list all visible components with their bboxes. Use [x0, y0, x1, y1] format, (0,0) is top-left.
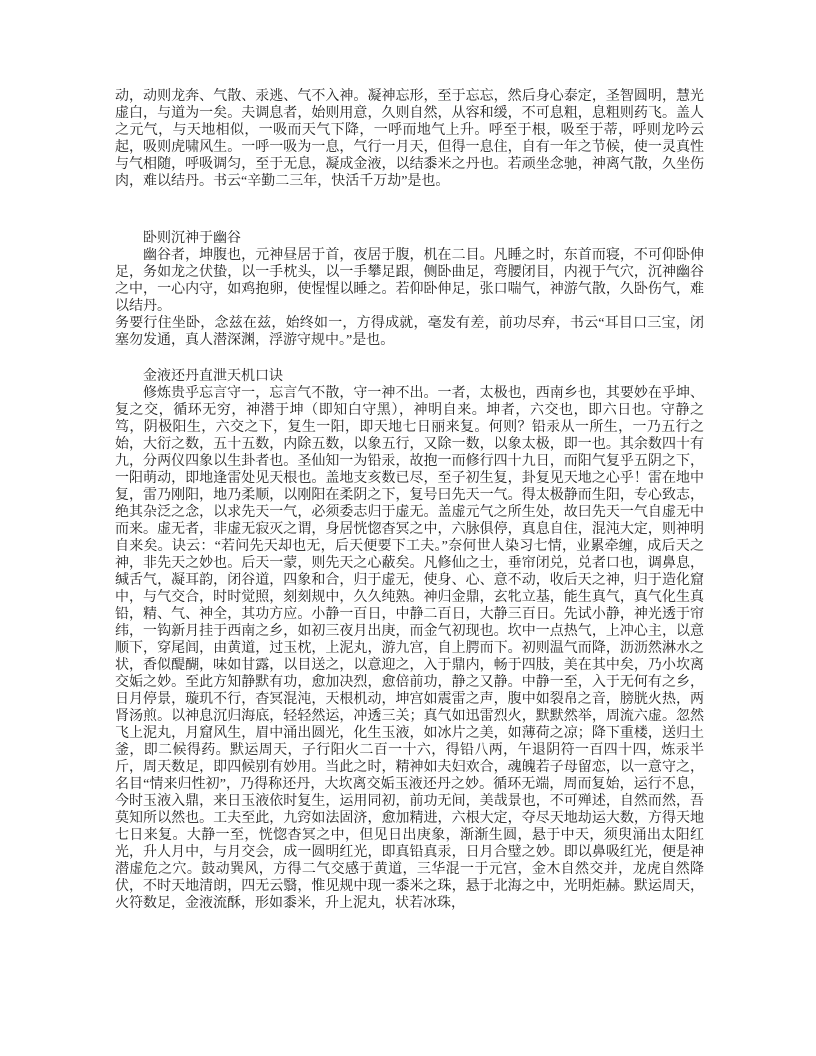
paragraph-constant-practice: 务要行住坐卧，念兹在兹，始终如一，方得成就，毫发有差，前功尽弃，书云“耳目口三宝，闭塞勿发通，真人潜深渊，浮游守规中。”是也。	[115, 316, 704, 348]
text-block	[115, 88, 704, 912]
section-heading-golden-elixir-formula: 金液还丹直泄天机口诀	[143, 369, 283, 384]
paragraph-golden-elixir-formula: 修炼贵乎忘言守一，忘言气不散，守一神不出。一者，太极也，西南乡也，其要妙在乎坤、复之交，循环无穷，神潜于坤（即知白守黑），神明自来。坤者，六交也，即六日也。守静之笃，阴极阳生，六交之下，复生一阳，即天地七日丽来复。何则？铅汞从一所生，一乃五行之始，大衍之数，五十五数，内除五数，以象五行，又除一数，以象太极，即一也。其余数四十有九，分两仪四象以生卦者也。圣仙知一为铅汞，故抱一而修行四十九日，而阳气复乎五阴之下，一阳萌动，即地逢雷处见天根也。盖地支亥数已尽，至子初生复，卦复见天地之心乎！雷在地中复，雷乃刚阳，地乃柔顺，以刚阳在柔阴之下，复号曰先天一气。得太极静而生阳，专心致志，绝其杂泛之念，以求先天一气，必须委志归于虚无。盖虚元气之所生处，故曰先天一气自虚无中而来。虚无者，非虚无寂灭之谓，身居恍惚杳冥之中，六脉俱停，真息自住，混沌大定，则神明自来矣。诀云：“若问先天却也无，后天便要下工夫。”奈何世人染习七情，业累牵缠，成后天之神，非先天之妙也。后天一蒙，则先天之心蔽矣。凡修仙之士，垂帘闭兑，兑者口也，调鼻息，缄舌气，凝耳韵，闭谷道，四象和合，归于虚无，使身、心、意不动，收后天之神，归于造化窟中，与气交合，时时觉照，刻刻规中，久久纯熟。神归金鼎，玄牝立基，能生真气，真气化生真铅，精、气、神全，其功方应。小静一百日，中静二百日，大静三百日。先试小静，神光透于帘纬，一钩新月挂于西南之乡，如初三夜月出庚，而金气初现也。坎中一点热气，上冲心主，以意顺下，穿尾闾，由黄道，过玉枕，上泥丸，游九宫，自上腭而下。初则温气而降，沥沥然淋水之状，香似醍醐，味如甘露，以目送之，以意迎之，入于鼎内，畅于四肢，美在其中矣，乃小坎离交姤之妙。至此方知静默有功，愈加决烈，愈倍前功，静之又静。中静一至，入于无何有之乡，日月停景，璇玑不行，杳冥混沌，天根机动，坤宫如震雷之声，腹中如裂帛之音，膀胱火热，两肾汤煎。以神息沉归海底，轻轻然运，冲透三关；真气如迅雷烈火，默默然举，周流六虚。忽然飞上泥丸，月窟风生，眉中涌出圆光，化生玉液，如冰片之美，如薄荷之凉；降下重楼，送归土釜，即二候得药。默运周天，子行阳火二百一十六，得铅八两，午退阴符一百四十四，炼汞半斤，周天数足，即四候别有妙用。当此之时，精神如夫妇欢合，魂魄若子母留恋，以一意守之，名目“情来归性初”，乃得称还丹，大坎离交姤玉液还丹之妙。循环无端，周而复始，运行不息，今时玉液入鼎，来日玉液依时复生，运用同初，前功无间，美哉景也，不可殚述，自然而然，吾莫知所以然也。工夫至此，九窍如法固济，愈加精进，六根大定，夺尽天地劫运大数，方得天地七日来复。大静一至，恍惚杳冥之中，但见日出庚象，渐渐生圆，悬于中天，须臾涌出太阳红光，升人月中，与月交会，成一圆明红光，即真铅真汞，日月合璧之妙。即以鼻吸红光，便是神潜虚危之穴。鼓动巽风，方得二气交感于黄道，三华混一于元宫，金木自然交并，龙虎自然降伏，不时天地清朗，四无云翳，惟见规中现一黍米之珠，悬于北海之中，光明炬赫。默运周天，火符数足，金液流酥，形如黍米，升上泥丸，状若冰珠，	[115, 386, 704, 911]
section-heading-sleeping-method: 卧则沉神于幽谷	[143, 231, 241, 246]
paragraph-breath-regulation-continuation: 动，动则龙奔、气散、汞逃、气不入神。凝神忘形，至于忘忘，然后身心泰定，圣智圆明，慧光虚白，与道为一矣。夫调息者，始则用意，久则自然，从容和缓，不可息粗，息粗则药飞。盖人之元气，与天地相似，一吸而天气下降，一呼而地气上升。呼至于根，吸至于蒂，呼则龙吟云起，吸则虎啸风生。一呼一吸为一息，气行一月天，但得一息住，自有一年之节候，使一灵真性与气相随，呼吸调匀，至于无息，凝成金液，以结黍米之丹也。若顽坐念驰，神离气散，久坐伤肉，难以结丹。书云“辛勤二三年，快活千万劫”是也。	[115, 89, 704, 189]
paragraph-sleeping-method: 幽谷者，坤腹也，元神昼居于首，夜居于腹，机在二目。凡睡之时，东首而寝，不可仰卧伸足，务如龙之伏蛰，以一手枕头，以一手攀足跟，侧卧曲足，弯腰闭目，内视于气穴，沉神幽谷之中，一心内守，如鸡抱卵，使惺惺以睡之。若仰卧伸足，张口喘气，神游气散，久卧伤气，难以结丹。	[115, 248, 704, 314]
